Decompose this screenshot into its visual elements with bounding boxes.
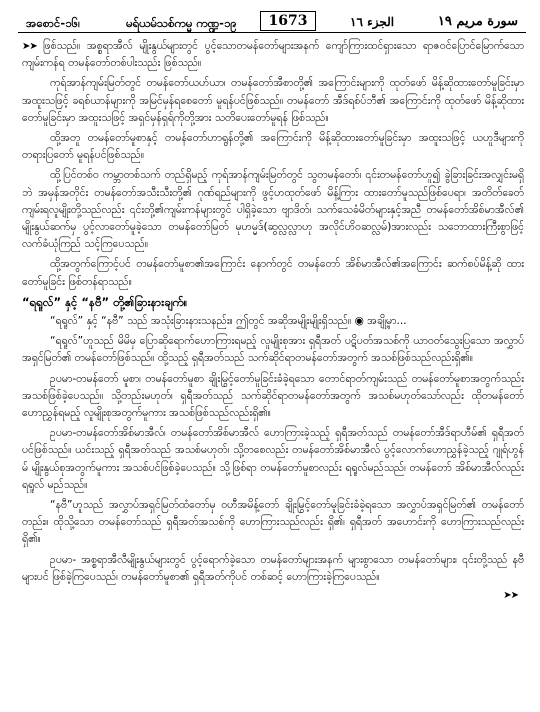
continuation-arrows-icon: ➤➤ [22,41,37,52]
paragraph-6: “ရရူလ်” နှင့် “နဗီ” သည် အသုံးခြားနားသနည်း။ ဤတွင် အဆိုအမျိုးမျိုးရှိသည်။ ◉ အချို့မှာ... [50,315,407,328]
paragraph-5: ထို့အတွက်ကြောင့်ပင် တမန်တော်မူစာ၏အကြောင်း နောက်တွင် တမန်တော် အိစ်မာအီလ်၏အကြောင်း ဆက်စပ်မိန့်ဆို ထားတော်မူခြင်း ဖြစ်တန်ရာသည်။ [22,258,524,288]
paragraph-11: ဥပမာ- အစ္စရာအီလီမျိုးနွယ်များတွင် ပွင့်ရောက်ခဲ့သော တမန်တော်များအနက် များစွာသော တမန်တော်များ၊ ၎င်းတို့သည် နဗီများပင် ဖြစ်ခဲ့ကြပေသည်၊ တမန်တော်မူစာ၏ ရှရီအတ်ကိုပင် တစ်ဆင့် ဟောကြားခဲ့ကြပေသည်။ [22,553,524,583]
surah-label: سورة مريم ١٩ [437,14,518,29]
chapter-title: မရ်ယမ်သစ်ကမ္မ ကဏ္ဍ-၁၉ [126,16,237,30]
header-rule [18,32,526,33]
paragraph-9: ဥပမာ-တမန်တော်အိစ်မာအီလ်၊ တမန်တော်အိစ်မာအီလ် ဟောကြားခဲ့သည့် ရှရီအတ်သည် တမန်တော်အီဒ်ရာဟီမ်၏ ရှရီအတ်ပင်ဖြစ်သည်။ ယင်းသည့် ရှရီအတ်သည် အသစ်မဟုတ်၊ သို့တစေလည်း တမန်တော်အိစ်မာအီလ် ပွင့်လောက်ဟောညွှန်ခဲ့သည့် ဂျုရ်ဟွန်မ် မျိုးနွယ်စုအတွက်မူကား အသစ်ပင်ဖြစ်ခဲ့ပေသည်။ သို့ဖြစ်ရာ တမန်တော်မူစာလည်း ရရူလ်မည်သည်၊ တမန်တော် အိစ်မာအီလ်လည်း ရရူလ် မည်သည်။ [22,427,524,491]
paragraph-7: “ရရူလ်”ဟူသည် မိမိမှ ပြောဆိုရောက်ဟောကြားရမည့် လူမျိုးစုအား ရှရီအတ် ပဋိပတ်အသစ်ကို ယာဝတ်သွေးပြသော အလွှာပ်အရှင်မြတ်၏ တမန်တော်ဖြစ်သည်။ ထို့သည့် ရှရီအတ်သည် သက်ဆိုင်ရာတမန်တော်အတွက် အသစ်ဖြစ်သည်လည်းရှိ၏။ [22,335,525,365]
chapter-number: အစောင်-၁၆၊ [26,16,80,30]
page-number: 1673 [260,11,316,31]
paragraph-2: ကုရ်အာန်ကျမ်းမြတ်တွင် တမန်တော်ယဟ်ယာ၊ တမန်တော်အီစာတို့၏ အကြောင်းများကို ထုတ်ဖော် မိန့်ဆိုထားတော်မူခြင်းမှာ အထူးသဖြင့် ခရစ်ယာန်များကို အမြင်မှန်ရစေတော် မူရန်ပင်ဖြစ်သည်။ တမန်တော် အီဒ်ရစ်ပ်ဘီ၏ အကြောင်းကို ထုတ်ဖော် မိန့်ဆိုထားတော်မူခြင်းမှာ အထူးသဖြင့် အရှင်မှန်ရှရ်ကိုတို့အား သတိပေးတော်မူရန် ဖြစ်သည်။ [22,77,524,124]
paragraph-3: ထို့အတူ တမန်တော်မူစာနှင့် တမန်တော်ဟာရွန်တို့၏ အကြောင်းကို မိန့်ဆိုထားတော်မူခြင်းမှာ အထူးသဖြင့် ယဟူဒီများကို တရားပြတော် မူရန်ပင်ဖြစ်သည်။ [22,132,524,162]
paragraph-1-text: ဖြစ်သည်။ အစ္စရာအီလ် မျိုးနွယ်များတွင် ပွင့်သောတမန်တော်များအနက် ကျော်ကြားထင်ရှားသော ရာဇဝင်ပြောင်မြောက်သော ကျမ်းကန်ရ တမန်တော်တစ်ပါးသည်း ဖြစ်သည်။ [22,40,524,70]
page-body [22,38,524,604]
paragraph-1 [22,38,524,72]
paragraph-8: ဥပမာ-တမန်တော် မူစာ၊ တမန်တော်မူစာ ချိုးမြွင့်တော်မူခြင်းခံခဲ့ရသော တောင်ရာတ်ကျမ်းသည် တမန်တော်မူစာအတွက်သည်း အသစ်ဖြစ်ခဲ့ပေသည်။ သို့တည်းမဟုတ်၊ ရှရီအတ်သည် သက်ဆိုင်ရာတမန်တော်အတွက် အသစ်မဟုတ်သော်လည်း ထိုတမန်တော် ဟောညွှန်ရမည့် လူမျိုးစုအတွက်မူကား အသစ်ဖြစ်သည်လည်းရှိ၏။ [22,372,524,420]
juz-label: الجزء ١٦ [350,15,395,29]
section-heading: “ရရူလ်” နှင့် “နဗီ” တို့၏ခြားနားချက်။ [22,294,188,309]
next-page-arrows-icon: ➤➤ [503,590,518,602]
paragraph-10: “နဗီ”ဟူသည် အလွှာပ်အရှင်မြတ်ထံတော်မှ ဝဟီအမိန့်တော် ချိုးမြွင့်တော်မူခြင်းခံခဲ့ရသော အလွှာပ်အရှင်မြတ်၏ တမန်တော်တည်း။ ထိုသို့သော တမန်တော်သည် ရှရီအတ်အသစ်ကို ဟောကြားသည်လည်း ရှိ၏၊ ရှရီအတ် အဟောင်းကို ဟောကြားသည်လည်းရှိ၏။ [22,499,524,546]
paragraph-4: ထို့ပြင်တစ်ဝ ကမ္ဘာတစ်သက် တည်ရှိမည့် ကုရ်အာန်ကျမ်းမြတ်တွင် သွတမန်တော်၊ ၎င်းတမန်တော်ဟူ၍ ခွဲခြားခြင်းအလျှင်းမရှိဘဲ အမှန်အတိုင်း တမန်တော်အသီးသီးတို့၏ ဂုဏ်ရည်များကို ဖွင့်ဟထုတ်ဖော် မိန့်ကြား ထားတော်မူသည်ဖြစ်ပေရာ၊ အတိတ်ခေတ် ကျမ်းရလူမျိုးတို့သည်လည်း ၎င်းတို့၏ကျမ်းကန်များတွင် ပါရှိခဲ့သော ဗျာဒိတ်၊ သက်သေခံမိတ်များနှင့်အညီ တမန်တော်အိစ်မာအီလ်၏ မျိုးနွယ်ဆက်မှ ပွင့်လာတော်မူခဲ့သော တမန်တော်မြတ် မုဟမ္မဒ်(ဆွလ္လလ္လာဟု အလိုင်ဟိဝဆလ္လမ်)အားလည်း သဘောထားကြီးစွာဖြင့် လက်ခံယုံကြည် သင့်ကြပေသည်။ [22,169,524,251]
